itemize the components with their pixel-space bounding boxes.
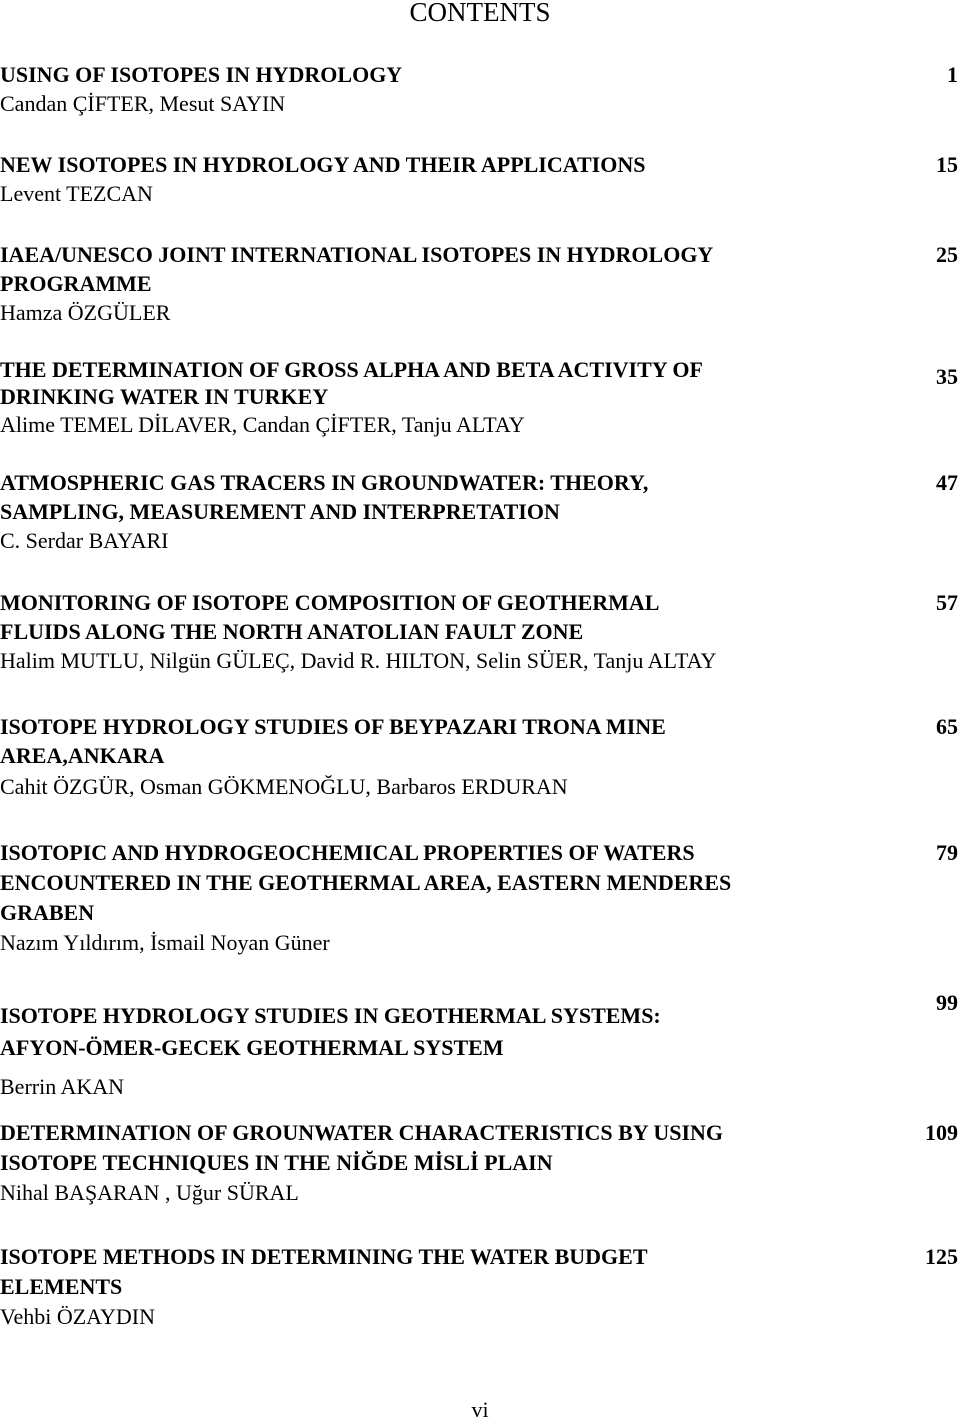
entry-page-number: 1 <box>947 62 958 87</box>
toc-entry <box>0 588 960 675</box>
entry-title: ISOTOPIC AND HYDROGEOCHEMICAL PROPERTIES OF WATERS ENCOUNTERED IN THE GEOTHERMAL AREA, EASTERN MENDERES GRABEN <box>0 840 732 925</box>
entry-title: IAEA/UNESCO JOINT INTERNATIONAL ISOTOPES IN HYDROLOGY PROGRAMME <box>0 242 714 296</box>
toc-entry <box>0 150 960 208</box>
entry-authors: Alime TEMEL DİLAVER, Candan ÇİFTER, Tanju ALTAY <box>0 412 525 437</box>
entry-title: ISOTOPE HYDROLOGY STUDIES IN GEOTHERMAL SYSTEMS: AFYON-ÖMER-GECEK GEOTHERMAL SYSTEM <box>0 1003 661 1060</box>
entry-page-number: 109 <box>925 1120 958 1145</box>
entry-page-number: 47 <box>936 470 958 495</box>
entry-authors: Nazım Yıldırım, İsmail Noyan Güner <box>0 930 330 955</box>
toc-entry <box>0 838 960 957</box>
entry-authors: Cahit ÖZGÜR, Osman GÖKMENOĞLU, Barbaros ERDURAN <box>0 774 568 799</box>
toc-entry <box>0 60 960 118</box>
entry-title: ISOTOPE METHODS IN DETERMINING THE WATER BUDGET ELEMENTS <box>0 1244 648 1299</box>
page-title: CONTENTS <box>409 0 551 27</box>
entry-authors: Hamza ÖZGÜLER <box>0 300 171 325</box>
entry-page-number: 35 <box>936 364 958 389</box>
toc-entry <box>0 240 960 327</box>
entry-title: MONITORING OF ISOTOPE COMPOSITION OF GEOTHERMAL FLUIDS ALONG THE NORTH ANATOLIAN FAULT ZONE <box>0 590 660 644</box>
entry-page-number: 25 <box>936 242 958 267</box>
entry-page-number: 125 <box>925 1244 958 1269</box>
entry-authors: C. Serdar BAYARI <box>0 528 169 553</box>
entry-title: NEW ISOTOPES IN HYDROLOGY AND THEIR APPLICATIONS <box>0 152 646 177</box>
entry-authors: Vehbi ÖZAYDIN <box>0 1304 156 1329</box>
entry-title: USING OF ISOTOPES IN HYDROLOGY <box>0 62 403 87</box>
toc-entry <box>0 990 960 1101</box>
entry-page-number: 57 <box>936 590 958 615</box>
entry-page-number: 15 <box>936 152 958 177</box>
entry-title: THE DETERMINATION OF GROSS ALPHA AND BETA ACTIVITY OF DRINKING WATER IN TURKEY <box>0 357 703 409</box>
entry-authors: Halim MUTLU, Nilgün GÜLEÇ, David R. HILTON, Selin SÜER, Tanju ALTAY <box>0 648 717 673</box>
entry-authors: Nihal BAŞARAN , Uğur SÜRAL <box>0 1180 299 1205</box>
entry-page-number: 65 <box>936 714 958 739</box>
toc-entry <box>0 1242 960 1331</box>
toc-entry <box>0 468 960 555</box>
page-footer-number: vi <box>471 1397 489 1422</box>
entry-title: ATMOSPHERIC GAS TRACERS IN GROUNDWATER: THEORY, SAMPLING, MEASUREMENT AND INTERPRETATION <box>0 470 649 524</box>
entry-page-number: 99 <box>936 990 958 1015</box>
toc-entry <box>0 1118 960 1207</box>
entry-title: DETERMINATION OF GROUNWATER CHARACTERISTICS BY USING ISOTOPE TECHNIQUES IN THE NİĞDE MİSLİ PLAIN <box>0 1120 724 1175</box>
entry-page-number: 79 <box>936 840 958 865</box>
entry-authors: Levent TEZCAN <box>0 181 153 206</box>
entry-authors: Candan ÇİFTER, Mesut SAYIN <box>0 91 286 116</box>
toc-entry <box>0 356 960 439</box>
entry-title: ISOTOPE HYDROLOGY STUDIES OF BEYPAZARI TRONA MINE AREA,ANKARA <box>0 714 666 768</box>
entry-authors: Berrin AKAN <box>0 1074 125 1099</box>
toc-entry <box>0 712 960 801</box>
